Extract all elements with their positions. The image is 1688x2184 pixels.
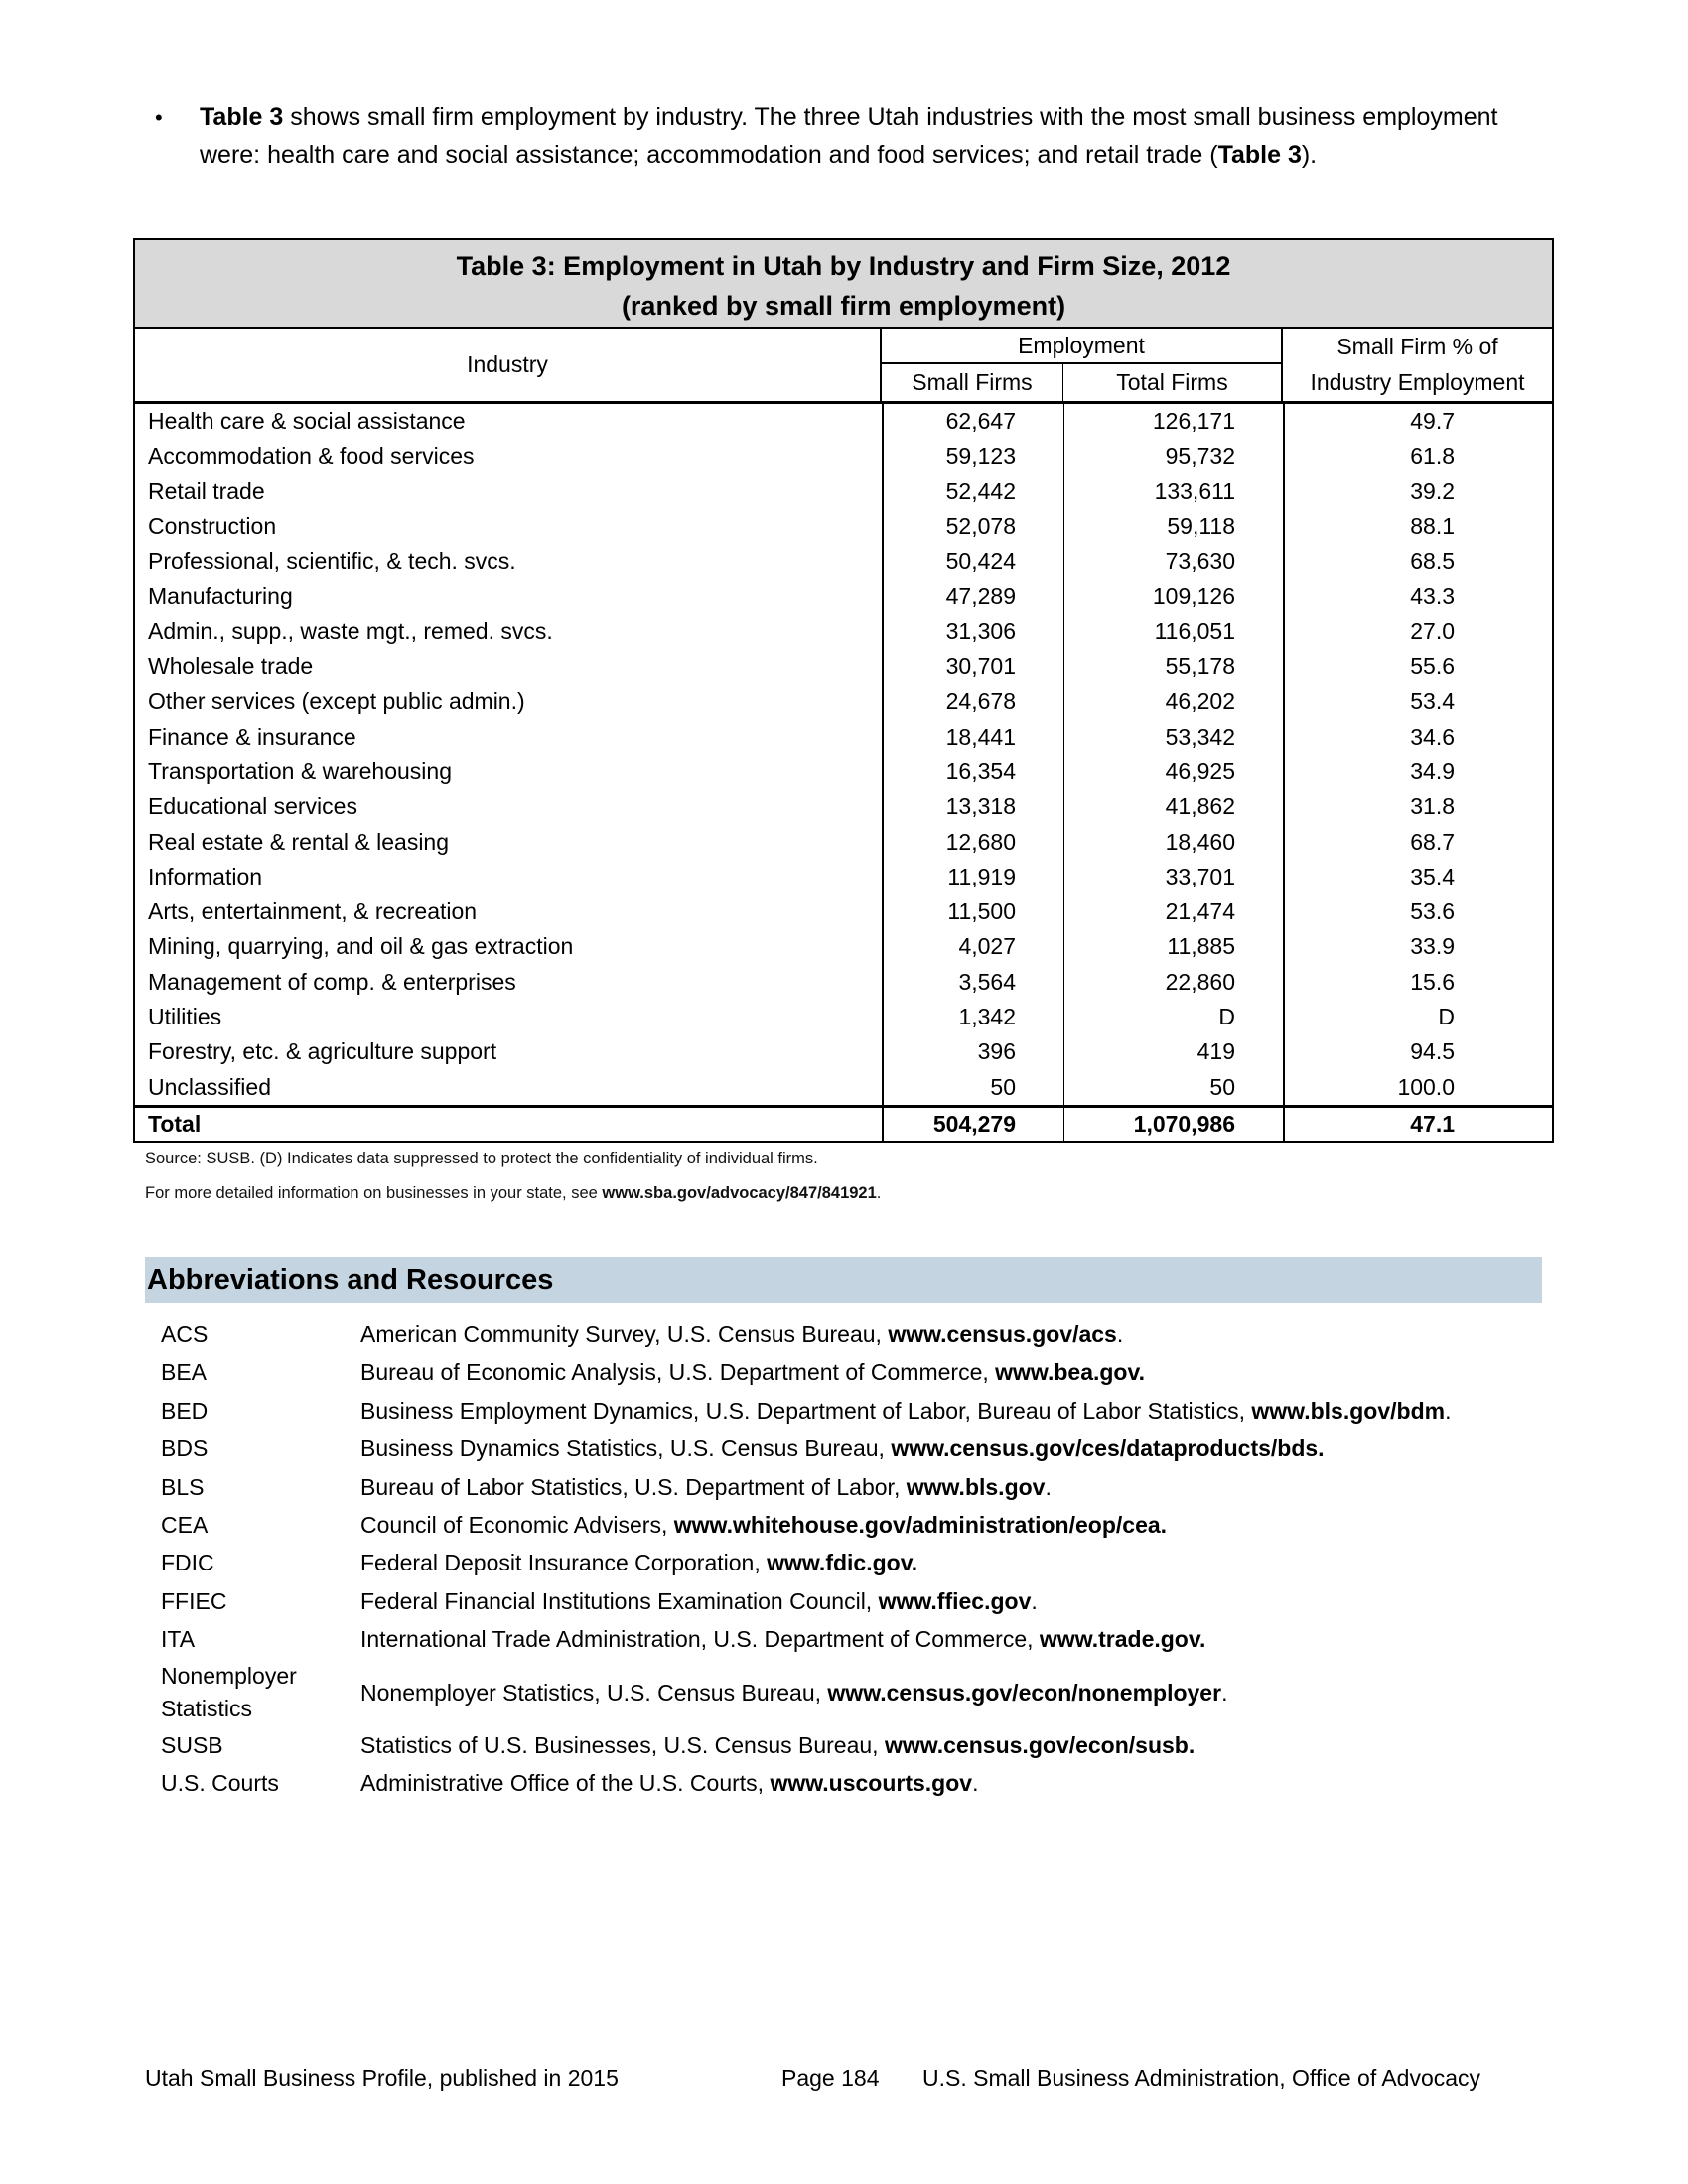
employment-table bbox=[133, 238, 1554, 1143]
cell-pct: 31.8 bbox=[1283, 789, 1552, 824]
abbreviation-description: Council of Economic Advisers, www.whitehouse.gov/administration/eop/cea. bbox=[360, 1512, 1168, 1539]
cell-total-firms: 73,630 bbox=[1063, 544, 1283, 579]
cell-pct: 68.5 bbox=[1283, 544, 1552, 579]
resource-link[interactable]: www.census.gov/ces/dataproducts/bds. bbox=[891, 1435, 1325, 1462]
cell-small-firms: 396 bbox=[882, 1034, 1063, 1069]
cell-total-firms: 18,460 bbox=[1063, 825, 1283, 860]
cell-total-firms: 33,701 bbox=[1063, 860, 1283, 894]
table-row bbox=[135, 825, 1552, 860]
resource-link[interactable]: www.uscourts.gov bbox=[770, 1770, 973, 1797]
cell-small-firms: 13,318 bbox=[882, 789, 1063, 824]
table-total-row bbox=[135, 1105, 1552, 1141]
abbreviations-list bbox=[159, 1315, 1569, 1802]
table-header bbox=[135, 329, 1552, 404]
abbreviation-item bbox=[159, 1315, 1569, 1353]
abbreviation-item bbox=[159, 1764, 1569, 1802]
cell-small-firms: 4,027 bbox=[882, 929, 1063, 964]
cell-total-firms: 21,474 bbox=[1063, 894, 1283, 929]
cell-pct: 15.6 bbox=[1283, 965, 1552, 1000]
header-employment: Employment bbox=[882, 329, 1283, 364]
header-industry: Industry bbox=[135, 329, 882, 401]
cell-small-firms: 59,123 bbox=[882, 439, 1063, 474]
table-body bbox=[135, 404, 1552, 1105]
table-row bbox=[135, 1034, 1552, 1069]
cell-total-firms: 53,342 bbox=[1063, 720, 1283, 754]
cell-total-firms: 22,860 bbox=[1063, 965, 1283, 1000]
cell-pct: 55.6 bbox=[1283, 649, 1552, 684]
abbreviation-term: ITA bbox=[161, 1626, 196, 1653]
abbreviation-term: FDIC bbox=[161, 1550, 214, 1576]
cell-industry: Professional, scientific, & tech. svcs. bbox=[148, 548, 516, 575]
cell-small-firms: 52,078 bbox=[882, 509, 1063, 544]
cell-industry: Transportation & warehousing bbox=[148, 757, 452, 784]
more-info-note: For more detailed information on businesses in your state, see www.sba.gov/advocacy/847/841921. bbox=[145, 1184, 882, 1202]
footer-page-number: Page 184 bbox=[781, 2065, 880, 2091]
table-row bbox=[135, 789, 1552, 824]
cell-total-firms: 126,171 bbox=[1063, 404, 1283, 439]
table-row bbox=[135, 1070, 1552, 1105]
abbreviation-description: Bureau of Labor Statistics, U.S. Department of Labor, www.bls.gov. bbox=[360, 1473, 1052, 1500]
abbreviation-term: BED bbox=[161, 1397, 209, 1424]
resource-link[interactable]: www.bls.gov bbox=[906, 1473, 1046, 1500]
cell-total-firms: 50 bbox=[1063, 1070, 1283, 1105]
cell-industry: Retail trade bbox=[148, 478, 265, 504]
cell-small-firms: 16,354 bbox=[882, 754, 1063, 789]
table-row bbox=[135, 475, 1552, 509]
abbreviation-description: International Trade Administration, U.S. Department of Commerce, www.trade.gov. bbox=[360, 1626, 1206, 1653]
abbreviation-description: Federal Deposit Insurance Corporation, www.fdic.gov. bbox=[360, 1550, 918, 1576]
cell-small-firms: 3,564 bbox=[882, 965, 1063, 1000]
abbreviation-item bbox=[159, 1353, 1569, 1391]
cell-pct: 49.7 bbox=[1283, 404, 1552, 439]
abbreviation-term: BLS bbox=[161, 1473, 205, 1500]
table-row bbox=[135, 579, 1552, 614]
table-row bbox=[135, 614, 1552, 649]
cell-pct: 53.4 bbox=[1283, 684, 1552, 719]
cell-small-firms: 11,919 bbox=[882, 860, 1063, 894]
cell-small-firms: 47,289 bbox=[882, 579, 1063, 614]
abbreviation-description: Business Dynamics Statistics, U.S. Census Bureau, www.census.gov/ces/dataproducts/bds. bbox=[360, 1435, 1325, 1462]
abbreviation-item bbox=[159, 1726, 1569, 1764]
cell-industry: Accommodation & food services bbox=[148, 443, 475, 470]
abbreviation-term: U.S. Courts bbox=[161, 1770, 279, 1797]
cell-industry: Health care & social assistance bbox=[148, 408, 466, 434]
abbreviations-heading: Abbreviations and Resources bbox=[147, 1264, 554, 1296]
cell-total-firms: 116,051 bbox=[1063, 614, 1283, 649]
cell-industry: Finance & insurance bbox=[148, 723, 356, 750]
table-row bbox=[135, 929, 1552, 964]
table-row bbox=[135, 439, 1552, 474]
abbreviation-description: Federal Financial Institutions Examination Council, www.ffiec.gov. bbox=[360, 1587, 1038, 1614]
abbreviation-item bbox=[159, 1659, 1569, 1726]
cell-total-firms: 109,126 bbox=[1063, 579, 1283, 614]
cell-small-firms: 62,647 bbox=[882, 404, 1063, 439]
abbreviation-term: FFIEC bbox=[161, 1587, 227, 1614]
abbreviation-item bbox=[159, 1392, 1569, 1430]
abbreviation-term: SUSB bbox=[161, 1731, 223, 1758]
cell-small-firms: 1,342 bbox=[882, 1000, 1063, 1034]
abbreviation-item bbox=[159, 1506, 1569, 1544]
bullet-icon: • bbox=[155, 105, 163, 130]
cell-small-firms: 504,279 bbox=[882, 1108, 1063, 1141]
resource-link[interactable]: www.bea.gov. bbox=[995, 1359, 1145, 1386]
resource-link[interactable]: www.fdic.gov. bbox=[767, 1550, 918, 1576]
cell-total-firms: 1,070,986 bbox=[1063, 1108, 1283, 1141]
resource-link[interactable]: www.whitehouse.gov/administration/eop/cea. bbox=[673, 1512, 1168, 1539]
abbreviation-description: Bureau of Economic Analysis, U.S. Department of Commerce, www.bea.gov. bbox=[360, 1359, 1145, 1386]
table-row bbox=[135, 965, 1552, 1000]
abbreviation-term: CEA bbox=[161, 1512, 209, 1539]
abbreviation-description: American Community Survey, U.S. Census Bureau, www.census.gov/acs. bbox=[360, 1321, 1124, 1347]
abbreviation-description: Business Employment Dynamics, U.S. Department of Labor, Bureau of Labor Statistics, www.bls.gov/bdm. bbox=[360, 1397, 1452, 1424]
abbreviations-heading-band bbox=[145, 1257, 1542, 1303]
abbreviation-item bbox=[159, 1468, 1569, 1506]
cell-industry: Other services (except public admin.) bbox=[148, 688, 525, 715]
table-row bbox=[135, 684, 1552, 719]
page-footer bbox=[145, 2065, 1555, 2105]
table-title: Table 3: Employment in Utah by Industry and Firm Size, 2012 (ranked by small firm employment) bbox=[135, 240, 1552, 329]
resource-link[interactable]: www.census.gov/econ/nonemployer bbox=[827, 1679, 1222, 1706]
footer-publisher: U.S. Small Business Administration, Office of Advocacy bbox=[922, 2065, 1481, 2091]
table-row bbox=[135, 544, 1552, 579]
cell-small-firms: 30,701 bbox=[882, 649, 1063, 684]
table-row bbox=[135, 894, 1552, 929]
cell-small-firms: 12,680 bbox=[882, 825, 1063, 860]
cell-industry: Construction bbox=[148, 512, 277, 539]
abbreviation-item bbox=[159, 1620, 1569, 1658]
cell-total-firms: D bbox=[1063, 1000, 1283, 1034]
table-row bbox=[135, 404, 1552, 439]
abbreviation-description: Administrative Office of the U.S. Courts, www.uscourts.gov. bbox=[360, 1770, 979, 1797]
cell-pct: 53.6 bbox=[1283, 894, 1552, 929]
cell-industry: Total bbox=[148, 1110, 202, 1137]
cell-total-firms: 11,885 bbox=[1063, 929, 1283, 964]
resource-link[interactable]: www.census.gov/acs bbox=[888, 1321, 1117, 1347]
abbreviation-term: BDS bbox=[161, 1435, 209, 1462]
cell-pct: 33.9 bbox=[1283, 929, 1552, 964]
table-row bbox=[135, 720, 1552, 754]
intro-paragraph bbox=[149, 99, 1559, 174]
cell-small-firms: 18,441 bbox=[882, 720, 1063, 754]
cell-pct: 94.5 bbox=[1283, 1034, 1552, 1069]
cell-total-firms: 46,925 bbox=[1063, 754, 1283, 789]
abbreviation-term: Nonemployer Statistics bbox=[161, 1662, 297, 1721]
abbreviation-item bbox=[159, 1544, 1569, 1581]
cell-pct: 47.1 bbox=[1283, 1108, 1552, 1141]
cell-pct: 88.1 bbox=[1283, 509, 1552, 544]
resource-link[interactable]: www.census.gov/econ/susb. bbox=[884, 1731, 1196, 1758]
cell-pct: 27.0 bbox=[1283, 614, 1552, 649]
cell-pct: D bbox=[1283, 1000, 1552, 1034]
table-row bbox=[135, 649, 1552, 684]
cell-total-firms: 41,862 bbox=[1063, 789, 1283, 824]
cell-small-firms: 31,306 bbox=[882, 614, 1063, 649]
intro-text: Table 3 shows small firm employment by industry. The three Utah industries with the most small business employment were: health care and social assistance; accommodation and food services; and retail trade (Table 3). bbox=[200, 103, 1498, 169]
cell-industry: Admin., supp., waste mgt., remed. svcs. bbox=[148, 617, 553, 644]
cell-industry: Mining, quarrying, and oil & gas extraction bbox=[148, 933, 574, 960]
sba-link[interactable]: www.sba.gov/advocacy/847/841921 bbox=[602, 1184, 877, 1202]
abbreviation-description: Statistics of U.S. Businesses, U.S. Census Bureau, www.census.gov/econ/susb. bbox=[360, 1731, 1196, 1758]
table-row bbox=[135, 754, 1552, 789]
abbreviation-term: ACS bbox=[161, 1321, 209, 1347]
footer-publication: Utah Small Business Profile, published in 2015 bbox=[145, 2065, 619, 2091]
resource-link[interactable]: www.trade.gov. bbox=[1039, 1626, 1206, 1653]
abbreviation-item bbox=[159, 1430, 1569, 1467]
cell-total-firms: 95,732 bbox=[1063, 439, 1283, 474]
cell-industry: Management of comp. & enterprises bbox=[148, 968, 516, 995]
cell-total-firms: 419 bbox=[1063, 1034, 1283, 1069]
table-ref: Table 3 bbox=[1217, 140, 1302, 169]
resource-link[interactable]: www.ffiec.gov bbox=[878, 1587, 1032, 1614]
cell-total-firms: 46,202 bbox=[1063, 684, 1283, 719]
cell-pct: 34.9 bbox=[1283, 754, 1552, 789]
cell-industry: Arts, entertainment, & recreation bbox=[148, 898, 478, 925]
cell-pct: 61.8 bbox=[1283, 439, 1552, 474]
cell-small-firms: 52,442 bbox=[882, 475, 1063, 509]
cell-total-firms: 59,118 bbox=[1063, 509, 1283, 544]
cell-total-firms: 55,178 bbox=[1063, 649, 1283, 684]
header-small-firm-pct: Small Firm % of Industry Employment bbox=[1310, 334, 1525, 395]
header-small-firms: Small Firms bbox=[882, 364, 1063, 401]
cell-pct: 39.2 bbox=[1283, 475, 1552, 509]
table-row bbox=[135, 1000, 1552, 1034]
cell-pct: 34.6 bbox=[1283, 720, 1552, 754]
cell-industry: Wholesale trade bbox=[148, 653, 314, 680]
cell-pct: 35.4 bbox=[1283, 860, 1552, 894]
table-row bbox=[135, 860, 1552, 894]
cell-industry: Educational services bbox=[148, 793, 357, 820]
cell-small-firms: 11,500 bbox=[882, 894, 1063, 929]
source-note: Source: SUSB. (D) Indicates data suppressed to protect the confidentiality of individual firms. bbox=[145, 1150, 818, 1167]
cell-pct: 68.7 bbox=[1283, 825, 1552, 860]
resource-link[interactable]: www.bls.gov/bdm bbox=[1251, 1397, 1446, 1424]
cell-industry: Manufacturing bbox=[148, 583, 293, 610]
cell-industry: Real estate & rental & leasing bbox=[148, 828, 450, 855]
cell-industry: Utilities bbox=[148, 1004, 222, 1030]
cell-small-firms: 24,678 bbox=[882, 684, 1063, 719]
cell-pct: 100.0 bbox=[1283, 1070, 1552, 1105]
cell-industry: Information bbox=[148, 863, 263, 889]
header-total-firms: Total Firms bbox=[1063, 364, 1283, 401]
cell-small-firms: 50,424 bbox=[882, 544, 1063, 579]
cell-pct: 43.3 bbox=[1283, 579, 1552, 614]
table-row bbox=[135, 509, 1552, 544]
abbreviation-description: Nonemployer Statistics, U.S. Census Bureau, www.census.gov/econ/nonemployer. bbox=[360, 1679, 1228, 1706]
cell-industry: Forestry, etc. & agriculture support bbox=[148, 1038, 497, 1065]
table-ref: Table 3 bbox=[200, 103, 284, 131]
cell-industry: Unclassified bbox=[148, 1073, 271, 1100]
abbreviation-item bbox=[159, 1582, 1569, 1620]
cell-small-firms: 50 bbox=[882, 1070, 1063, 1105]
cell-total-firms: 133,611 bbox=[1063, 475, 1283, 509]
abbreviation-term: BEA bbox=[161, 1359, 208, 1386]
